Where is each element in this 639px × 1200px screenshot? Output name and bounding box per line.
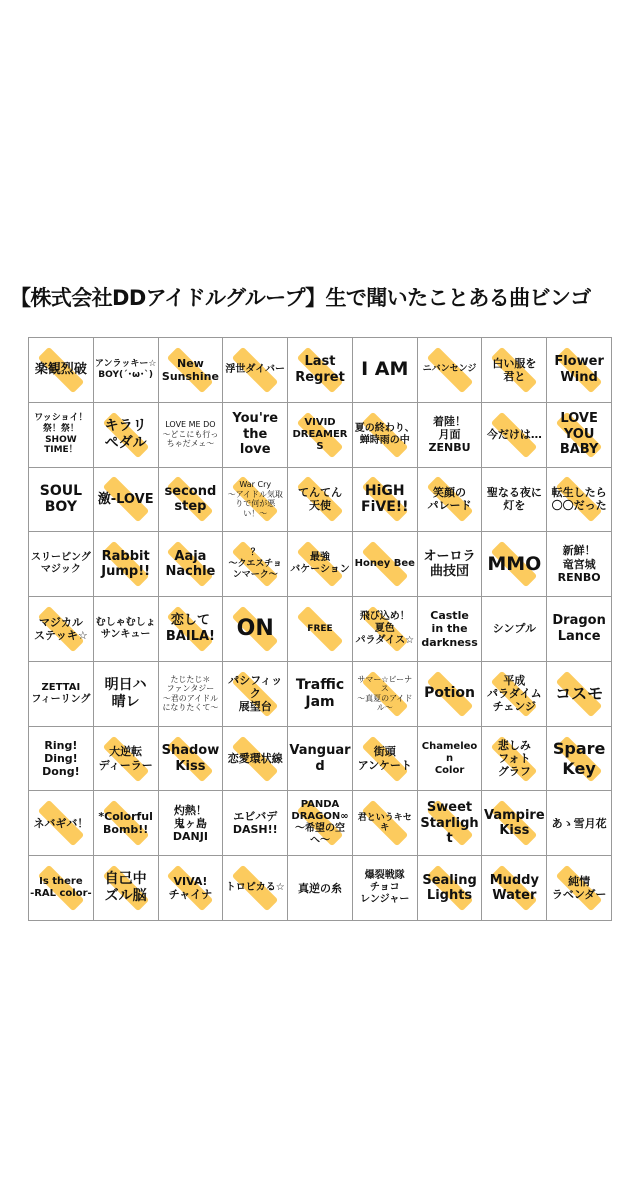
bingo-cell-label: あゝ雪月花 <box>551 816 607 830</box>
bingo-cell <box>418 468 483 533</box>
bingo-cell-label: 転生したら 〇〇だった <box>551 486 607 513</box>
bingo-cell-label: I AM <box>361 358 409 381</box>
bingo-cell-label: Vampire Kiss <box>483 807 545 839</box>
bingo-cell-label: War Cry 〜アイドル気取りで何が悪い！〜 <box>227 480 283 519</box>
bingo-cell <box>353 468 418 533</box>
bingo-cell <box>223 791 288 856</box>
bingo-cell-label: ネバギバ！ <box>33 816 89 830</box>
bingo-cell-label: 平成 パラダイム チェンジ <box>486 673 542 714</box>
bingo-cell-label: Castle in the darkness <box>421 609 478 649</box>
bingo-cell-label: SOUL BOY <box>39 482 83 516</box>
bingo-cell <box>353 662 418 727</box>
bingo-cell <box>159 532 224 597</box>
bingo-cell <box>418 597 483 662</box>
bingo-cell <box>29 338 94 403</box>
bingo-cell-label: FREE <box>307 623 333 634</box>
bingo-cell <box>29 532 94 597</box>
bingo-cell <box>482 403 547 468</box>
bingo-cell-label: 白い服を 君と <box>492 356 537 383</box>
bingo-cell-label: ニバンセンジ <box>422 364 477 375</box>
bingo-cell-label: Honey Bee <box>354 558 415 570</box>
bingo-cell <box>94 856 159 921</box>
bingo-cell-label: スリーピング マジック <box>30 552 91 576</box>
bingo-cell <box>418 403 483 468</box>
bingo-cell-label: Muddy Water <box>489 872 539 904</box>
bingo-cell-label: Chameleon Color <box>421 740 478 776</box>
bingo-cell-label: トロピカる☆ <box>225 882 285 894</box>
bingo-cell-label: ZETTAI フィーリング <box>31 681 91 705</box>
bingo-cell-label: VIVA! チャイナ <box>168 874 213 902</box>
bingo-cell <box>94 597 159 662</box>
bingo-cell-label: 聖なる夜に 灯を <box>486 486 542 513</box>
bingo-cell-label: LOVE YOU BABY <box>559 411 599 458</box>
bingo-cell <box>418 662 483 727</box>
page-title: 【株式会社DDアイドルグループ】生で聞いたことある曲ビンゴ <box>10 286 591 310</box>
bingo-cell <box>159 468 224 533</box>
bingo-cell-label: キラリ ペダル <box>104 417 147 451</box>
bingo-cell-label: 街頭 アンケート <box>357 745 412 772</box>
bingo-cell-label: 君というキセキ <box>357 812 412 834</box>
bingo-cell <box>482 727 547 792</box>
bingo-cell-label: 恋愛環状線 <box>227 751 283 765</box>
bingo-cell-label: 今だけは… <box>486 428 542 442</box>
bingo-cell <box>94 532 159 597</box>
bingo-cell-label: 飛び込め！ 夏色 パラダイス☆ <box>355 610 415 646</box>
bingo-cell-label: Shadow Kiss <box>161 742 220 774</box>
bingo-cell-label: Vanguard <box>289 742 351 774</box>
bingo-cell-label: Is there -RAL color- <box>30 876 92 900</box>
bingo-cell <box>353 338 418 403</box>
bingo-cell-label: VIVID DREAMERS <box>292 416 348 452</box>
bingo-cell <box>159 662 224 727</box>
bingo-cell <box>223 597 288 662</box>
bingo-cell <box>94 791 159 856</box>
bingo-cell-label: オーロラ 曲技団 <box>423 548 476 580</box>
bingo-cell-label: 純情 ラベンダー <box>551 874 607 902</box>
bingo-cell-label: Potion <box>424 685 476 702</box>
bingo-cell <box>288 532 353 597</box>
bingo-cell <box>547 403 612 468</box>
bingo-cell <box>547 727 612 792</box>
bingo-cell <box>418 727 483 792</box>
bingo-cell-label: エビバデ DASH!! <box>232 810 278 837</box>
bingo-cell <box>223 403 288 468</box>
bingo-cell-label: ON <box>236 615 274 641</box>
bingo-cell <box>29 662 94 727</box>
bingo-cell-label: *Colorful Bomb!! <box>98 810 153 837</box>
bingo-cell <box>418 856 483 921</box>
bingo-cell <box>29 727 94 792</box>
bingo-cell <box>353 532 418 597</box>
bingo-cell <box>482 338 547 403</box>
bingo-cell <box>29 468 94 533</box>
bingo-cell <box>94 468 159 533</box>
bingo-cell <box>223 662 288 727</box>
bingo-cell-label: ？ 〜クエスチョンマーク〜 <box>228 548 282 580</box>
bingo-cell <box>288 791 353 856</box>
bingo-cell <box>547 597 612 662</box>
bingo-cell <box>94 727 159 792</box>
bingo-cell-label: 笑顔の パレード <box>427 486 472 513</box>
bingo-cell <box>94 338 159 403</box>
bingo-cell-label: 着陸！ 月面 ZENBU <box>428 414 471 455</box>
bingo-cell-label: 自己中 ズル脳 <box>104 871 147 905</box>
bingo-cell-label: 明日ハ 晴レ <box>104 676 147 710</box>
bingo-cell <box>353 403 418 468</box>
bingo-cell-label: Last Regret <box>295 354 345 385</box>
bingo-cell-label: むしゃむしょ サンキュー <box>95 616 156 640</box>
bingo-cell-label: Traffic Jam <box>295 676 345 710</box>
bingo-cell <box>482 532 547 597</box>
bingo-cell-label: サマー☆ビーナス 〜真夏のアイドル〜 <box>357 674 413 713</box>
bingo-cell <box>29 403 94 468</box>
bingo-cell-label: 大逆転 ディーラー <box>98 745 153 772</box>
bingo-cell-label: 新鮮！ 竜宮城 RENBO <box>557 544 601 584</box>
bingo-cell-label: 灼熱！ 鬼ヶ島 DANJI <box>172 803 208 843</box>
bingo-cell <box>482 856 547 921</box>
bingo-cell-label: たじたじ＊ ファンタジー 〜君のアイドルになりたくて〜 <box>162 674 219 713</box>
bingo-cell <box>223 727 288 792</box>
bingo-cell-label: Dragon Lance <box>552 613 606 644</box>
bingo-cell <box>288 468 353 533</box>
bingo-cell <box>29 791 94 856</box>
bingo-cell <box>94 662 159 727</box>
bingo-cell <box>159 856 224 921</box>
bingo-cell-label: ワッショイ！ 祭！祭！ SHOW TIME！ <box>34 413 88 456</box>
bingo-cell-label: LOVE ME DO 〜どこにも行っちゃだメェ〜 <box>162 420 219 449</box>
bingo-cell-label: シンプル <box>492 622 536 636</box>
bingo-cell <box>547 856 612 921</box>
bingo-cell-label: 最強 バケーション <box>290 552 350 576</box>
bingo-cell-label: 夏の終わり、 蝉時雨の中 <box>354 422 415 446</box>
bingo-cell-label: Flower Wind <box>554 354 604 385</box>
bingo-cell <box>288 727 353 792</box>
bingo-cell-label: てんてん 天使 <box>297 486 342 513</box>
bingo-cell <box>353 791 418 856</box>
bingo-cell <box>159 403 224 468</box>
bingo-cell-label: 真逆の糸 <box>297 881 342 895</box>
bingo-cell <box>288 403 353 468</box>
bingo-cell <box>223 532 288 597</box>
bingo-cell-label: Ring! Ding! Dong! <box>42 738 80 779</box>
bingo-cell-label: MMO <box>487 552 542 575</box>
bingo-cell <box>29 597 94 662</box>
bingo-cell-label: 恋して BAILA! <box>165 613 215 644</box>
bingo-cell-label: HiGH FiVE!! <box>361 482 409 516</box>
bingo-cell <box>288 856 353 921</box>
bingo-cell-label: You're the love <box>232 411 279 458</box>
bingo-cell <box>547 468 612 533</box>
bingo-grid <box>28 337 612 921</box>
bingo-cell <box>482 597 547 662</box>
bingo-cell <box>353 856 418 921</box>
bingo-cell-label: Aaja Nachle <box>165 548 216 580</box>
bingo-cell <box>418 791 483 856</box>
bingo-cell <box>547 791 612 856</box>
bingo-cell <box>94 403 159 468</box>
bingo-cell <box>482 468 547 533</box>
bingo-cell <box>547 662 612 727</box>
bingo-cell-label: コスモ <box>555 684 604 704</box>
bingo-cell <box>418 338 483 403</box>
bingo-cell <box>288 662 353 727</box>
bingo-cell-label: Rabbit Jump!! <box>101 548 151 580</box>
bingo-cell <box>223 338 288 403</box>
bingo-cell <box>288 597 353 662</box>
bingo-cell <box>29 856 94 921</box>
bingo-cell-label: マジカル ステッキ☆ <box>34 615 88 642</box>
bingo-cell-label: 浮世ダイバー <box>225 363 286 375</box>
bingo-cell <box>353 597 418 662</box>
bingo-cell-label: Spare Key <box>552 739 606 778</box>
bingo-cell <box>418 532 483 597</box>
bingo-cell <box>159 338 224 403</box>
bingo-cell-label: アンラッキー☆ BOY(´･ω･`) <box>94 359 157 380</box>
bingo-cell-label: second step <box>164 483 217 515</box>
bingo-cell <box>547 338 612 403</box>
bingo-cell <box>159 597 224 662</box>
bingo-cell <box>223 856 288 921</box>
bingo-cell-label: Sealing Lights <box>422 872 477 904</box>
bingo-cell <box>288 338 353 403</box>
bingo-cell <box>159 791 224 856</box>
bingo-cell-label: 悲しみ フォト グラフ <box>497 738 531 779</box>
bingo-cell <box>547 532 612 597</box>
bingo-cell <box>223 468 288 533</box>
bingo-cell-label: パシフィック 展望台 <box>228 673 283 714</box>
bingo-cell <box>482 662 547 727</box>
bingo-cell-label: 楽観烈破 <box>34 362 87 378</box>
bingo-cell-label: Sweet Starlight <box>420 799 479 847</box>
bingo-cell-label: 爆裂戦隊 チョコ レンジャー <box>360 870 410 906</box>
bingo-cell-label: 激-LOVE <box>97 491 154 507</box>
bingo-cell <box>159 727 224 792</box>
bingo-cell <box>482 791 547 856</box>
bingo-cell-label: New Sunshine <box>161 356 219 383</box>
bingo-cell <box>353 727 418 792</box>
bingo-cell-label: PANDA DRAGON∞ 〜希望の空へ〜 <box>291 799 349 847</box>
